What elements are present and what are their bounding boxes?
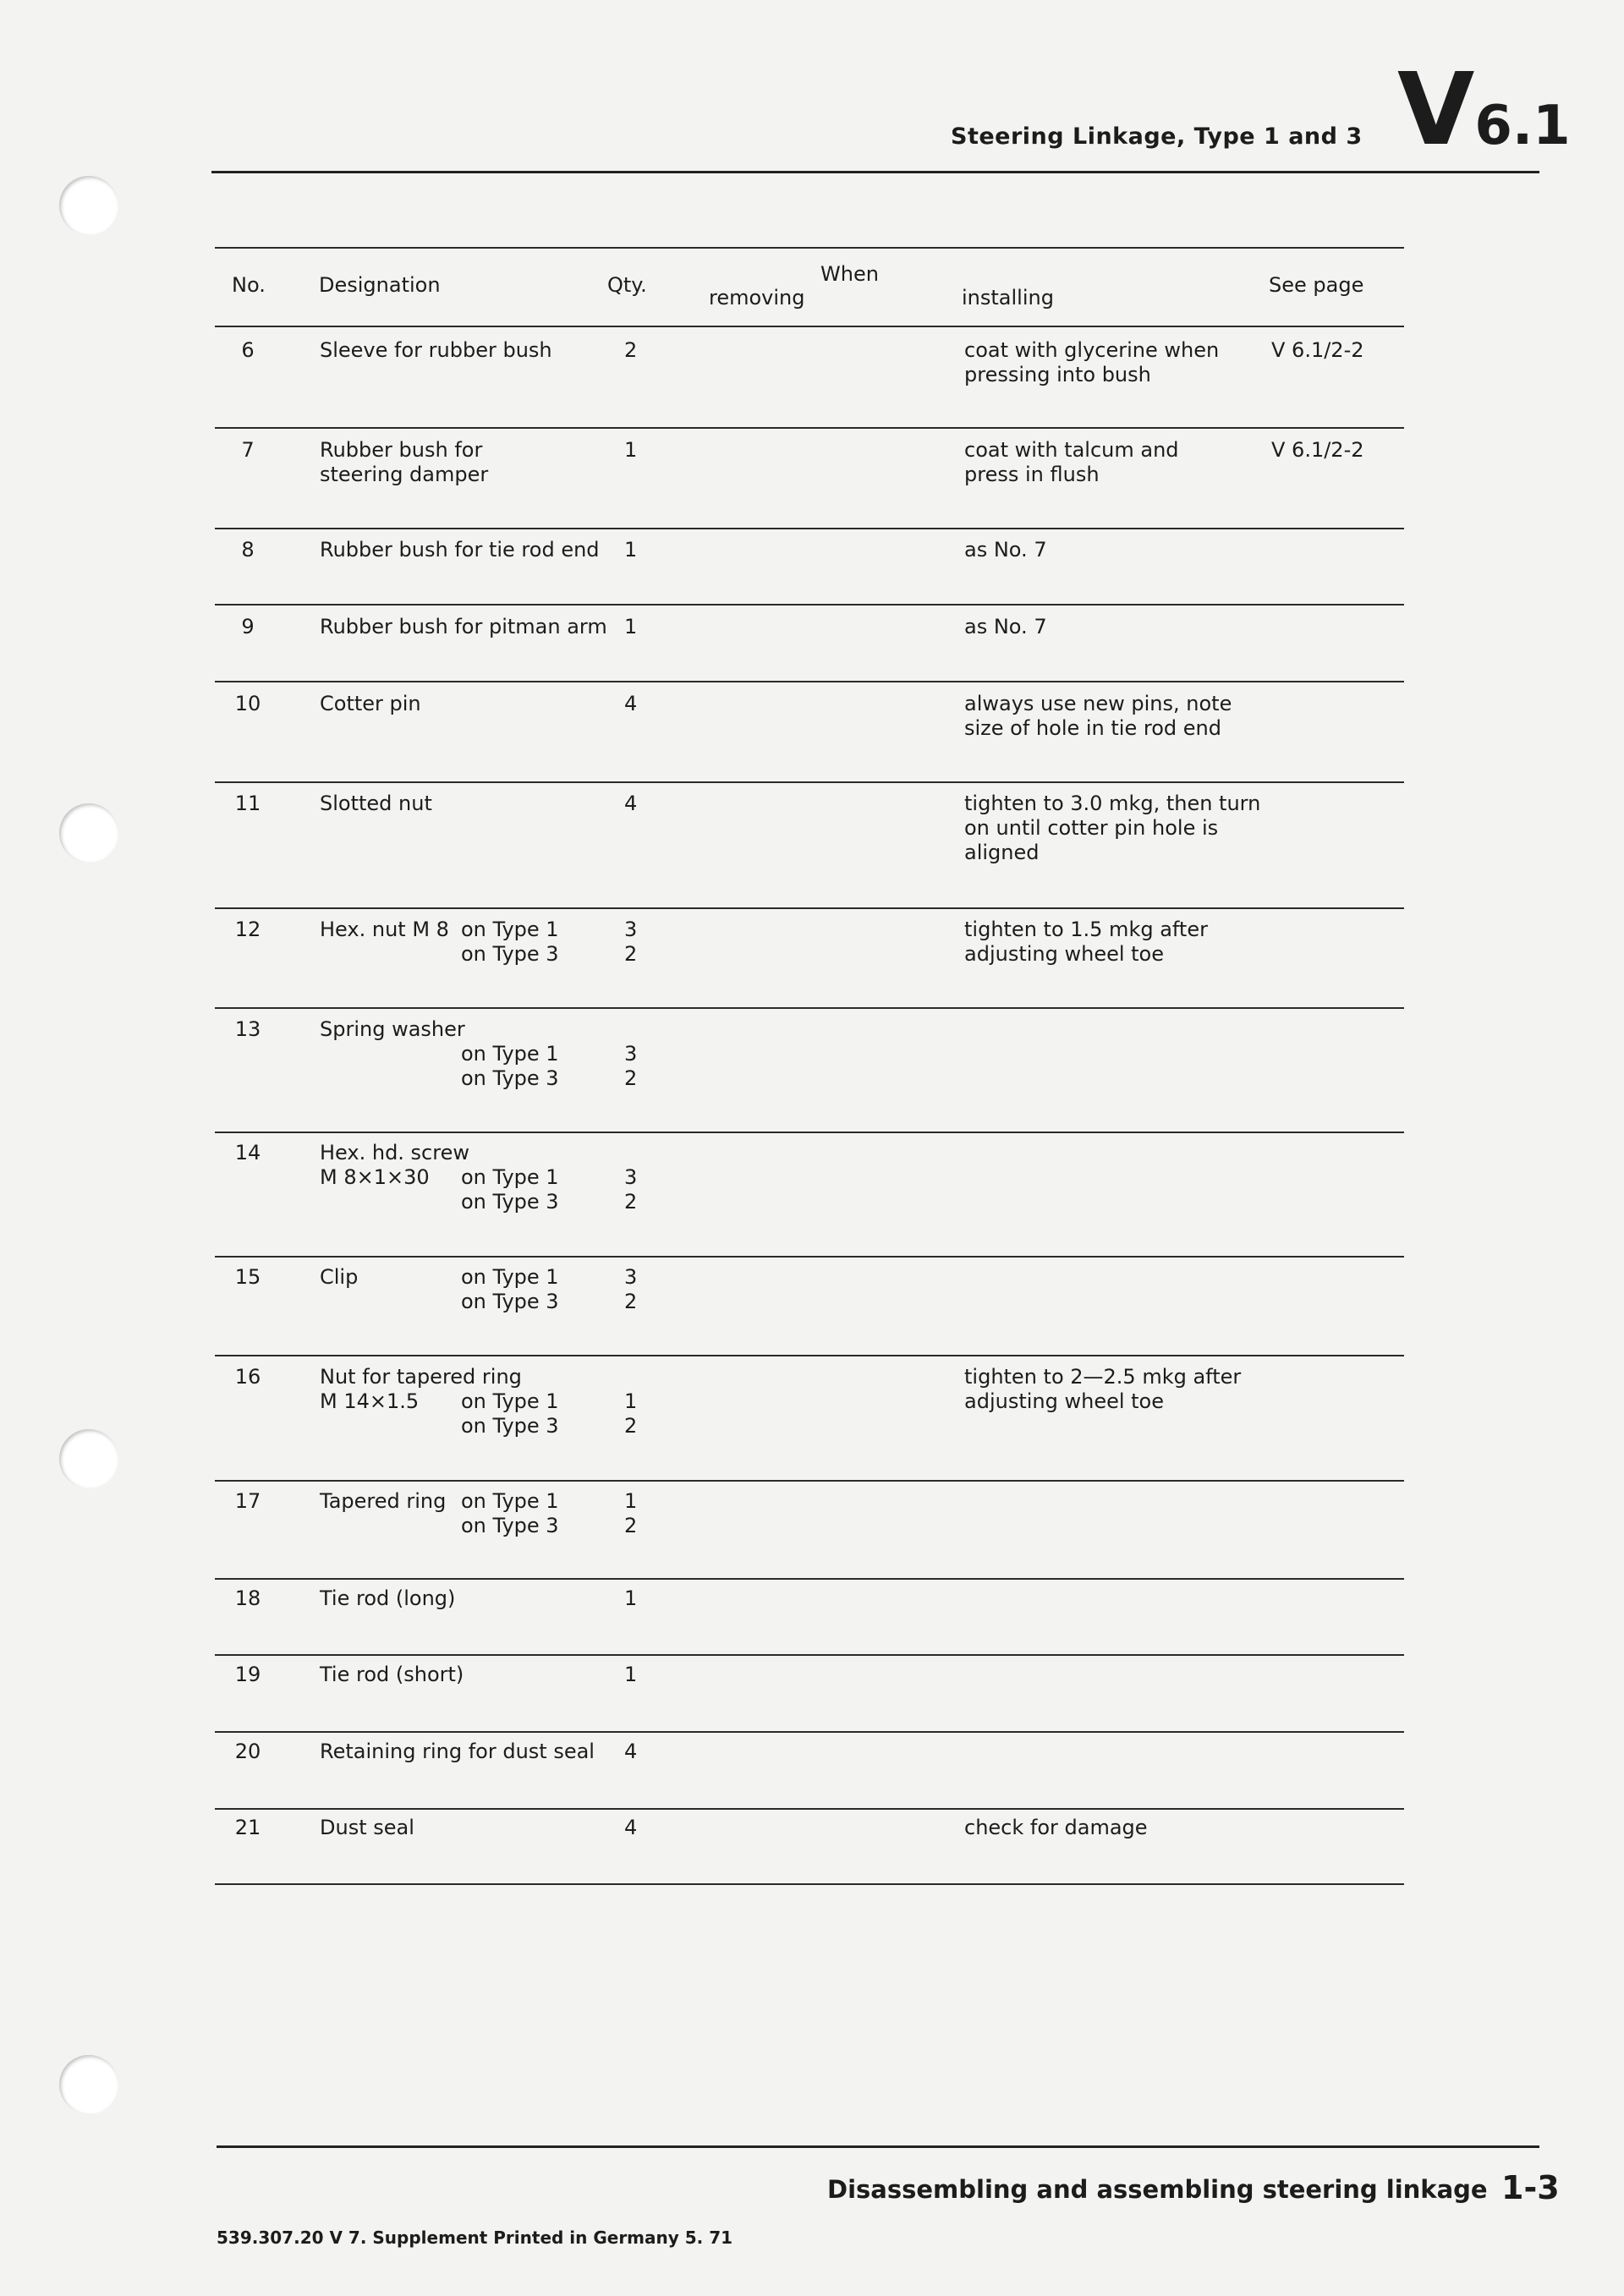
row-type-variant: on Type 1 on Type 3 bbox=[461, 1042, 559, 1090]
col-header-designation: Designation bbox=[319, 273, 441, 297]
row-no: 15 bbox=[234, 1265, 261, 1289]
row-qty: 4 bbox=[624, 792, 638, 815]
row-qty: 3 2 bbox=[624, 1165, 638, 1214]
row-qty: 1 bbox=[624, 538, 638, 562]
row-no: 11 bbox=[234, 792, 261, 815]
row-type-variant: on Type 1 on Type 3 bbox=[461, 1389, 559, 1438]
row-type-variant: on Type 1 on Type 3 bbox=[461, 1265, 559, 1313]
row-no: 14 bbox=[234, 1141, 261, 1164]
row-rule bbox=[215, 1578, 1404, 1580]
punch-hole bbox=[59, 1429, 118, 1488]
row-rule bbox=[215, 1007, 1404, 1009]
row-rule bbox=[215, 1883, 1404, 1885]
row-installing-note: tighten to 1.5 mkg after adjusting wheel toe bbox=[964, 918, 1208, 966]
row-qty: 3 2 bbox=[624, 1042, 638, 1090]
row-rule bbox=[215, 1808, 1404, 1810]
row-rule bbox=[215, 1132, 1404, 1133]
row-rule bbox=[215, 427, 1404, 429]
row-type-variant: on Type 1 on Type 3 bbox=[461, 918, 559, 966]
row-designation: Slotted nut bbox=[320, 792, 432, 815]
col-header-when: When bbox=[820, 262, 879, 286]
row-installing-note: coat with talcum and press in flush bbox=[964, 438, 1179, 486]
col-header-see-page: See page bbox=[1269, 273, 1364, 297]
row-designation: Rubber bush for pitman arm bbox=[320, 615, 607, 638]
row-rule bbox=[215, 528, 1404, 529]
row-qty: 1 bbox=[624, 615, 638, 638]
punch-hole bbox=[59, 2055, 118, 2114]
punch-hole bbox=[59, 176, 118, 235]
col-header-installing: installing bbox=[962, 286, 1054, 310]
row-type-variant: on Type 1 on Type 3 bbox=[461, 1489, 559, 1537]
row-no: 8 bbox=[241, 538, 255, 562]
row-no: 17 bbox=[234, 1489, 261, 1513]
row-see-page: V 6.1/2-2 bbox=[1271, 338, 1364, 362]
row-qty: 1 bbox=[624, 1663, 638, 1686]
row-designation: Tie rod (long) bbox=[320, 1586, 456, 1610]
row-qty: 1 bbox=[624, 1586, 638, 1610]
header-rule bbox=[211, 171, 1539, 173]
row-type-variant: on Type 1 on Type 3 bbox=[461, 1165, 559, 1214]
row-designation: Cotter pin bbox=[320, 692, 421, 715]
row-designation: Clip bbox=[320, 1265, 359, 1289]
punch-hole bbox=[59, 803, 118, 863]
row-designation: Hex. hd. screw M 8×1×30 bbox=[320, 1141, 469, 1189]
row-qty: 3 2 bbox=[624, 918, 638, 966]
row-designation: Tapered ring bbox=[320, 1489, 447, 1513]
row-rule bbox=[215, 681, 1404, 682]
row-qty: 2 bbox=[624, 338, 638, 362]
row-designation: Dust seal bbox=[320, 1816, 414, 1839]
row-designation: Hex. nut M 8 bbox=[320, 918, 449, 941]
row-rule bbox=[215, 907, 1404, 909]
row-no: 16 bbox=[234, 1365, 261, 1389]
print-info: 539.307.20 V 7. Supplement Printed in Germany 5. 71 bbox=[217, 2228, 733, 2248]
row-rule bbox=[215, 1355, 1404, 1356]
row-rule bbox=[215, 1480, 1404, 1482]
row-qty: 4 bbox=[624, 1816, 638, 1839]
col-header-no: No. bbox=[232, 273, 266, 297]
row-no: 6 bbox=[241, 338, 255, 362]
row-qty: 1 2 bbox=[624, 1489, 638, 1537]
row-qty: 4 bbox=[624, 692, 638, 715]
row-no: 10 bbox=[234, 692, 261, 715]
row-installing-note: coat with glycerine when pressing into bush bbox=[964, 338, 1220, 386]
row-qty: 1 2 bbox=[624, 1389, 638, 1438]
row-designation: Sleeve for rubber bush bbox=[320, 338, 552, 362]
row-qty: 3 2 bbox=[624, 1265, 638, 1313]
row-no: 7 bbox=[241, 438, 255, 462]
row-designation: Spring washer bbox=[320, 1017, 465, 1041]
page-header-title: Steering Linkage, Type 1 and 3 bbox=[951, 123, 1363, 150]
row-no: 19 bbox=[234, 1663, 261, 1686]
row-no: 18 bbox=[234, 1586, 261, 1610]
row-no: 12 bbox=[234, 918, 261, 941]
row-see-page: V 6.1/2-2 bbox=[1271, 438, 1364, 462]
page-number: 1-3 bbox=[1501, 2169, 1560, 2206]
row-no: 13 bbox=[234, 1017, 261, 1041]
row-installing-note: tighten to 3.0 mkg, then turn on until cotter pin hole is aligned bbox=[964, 792, 1261, 864]
row-installing-note: as No. 7 bbox=[964, 538, 1047, 562]
footer-rule bbox=[217, 2145, 1539, 2148]
section-code bbox=[1397, 51, 1571, 167]
col-header-qty: Qty. bbox=[607, 273, 647, 297]
table-top-rule bbox=[215, 247, 1404, 249]
row-qty: 1 bbox=[624, 438, 638, 462]
row-no: 21 bbox=[234, 1816, 261, 1839]
row-no: 9 bbox=[241, 615, 255, 638]
row-qty: 4 bbox=[624, 1740, 638, 1763]
row-rule bbox=[215, 604, 1404, 606]
row-installing-note: check for damage bbox=[964, 1816, 1148, 1839]
row-designation: Nut for tapered ring M 14×1.5 bbox=[320, 1365, 522, 1413]
row-rule bbox=[215, 781, 1404, 783]
footer-section-title: Disassembling and assembling steering linkage bbox=[827, 2175, 1488, 2204]
row-no: 20 bbox=[234, 1740, 261, 1763]
row-installing-note: always use new pins, note size of hole in tie rod end bbox=[964, 692, 1232, 740]
table-header-rule bbox=[215, 326, 1404, 327]
row-designation: Rubber bush for steering damper bbox=[320, 438, 489, 486]
row-installing-note: as No. 7 bbox=[964, 615, 1047, 638]
section-code-number: 6.1 bbox=[1474, 95, 1571, 157]
section-code-letter: V bbox=[1397, 51, 1475, 167]
row-designation: Retaining ring for dust seal bbox=[320, 1740, 595, 1763]
row-rule bbox=[215, 1731, 1404, 1733]
row-rule bbox=[215, 1654, 1404, 1656]
row-rule bbox=[215, 1256, 1404, 1258]
col-header-removing: removing bbox=[709, 286, 805, 310]
row-designation: Rubber bush for tie rod end bbox=[320, 538, 600, 562]
row-designation: Tie rod (short) bbox=[320, 1663, 464, 1686]
row-installing-note: tighten to 2—2.5 mkg after adjusting wheel toe bbox=[964, 1365, 1242, 1413]
